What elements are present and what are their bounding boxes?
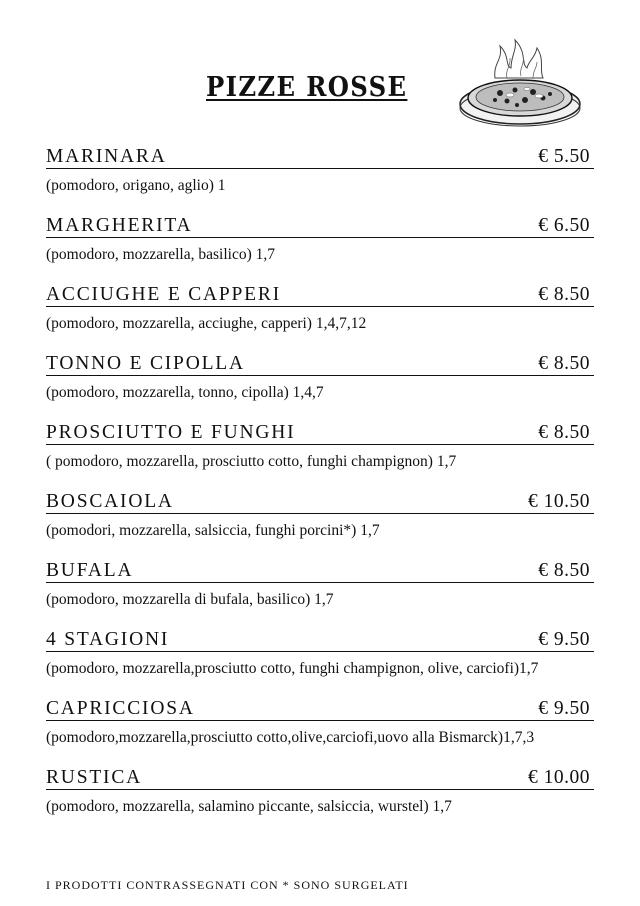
item-price: € 10.50 <box>528 491 590 512</box>
item-name: MARINARA <box>46 146 167 167</box>
item-price: € 9.50 <box>538 629 590 650</box>
menu-item <box>46 283 594 352</box>
menu-item <box>46 214 594 283</box>
item-description: (pomodori, mozzarella, salsiccia, funghi porcini*) 1,7 <box>46 522 380 539</box>
item-name: 4 STAGIONI <box>46 629 170 650</box>
page-title: PIZZE ROSSE <box>206 72 408 103</box>
item-name: MARGHERITA <box>46 215 193 236</box>
item-description: (pomodoro,mozzarella,prosciutto cotto,olive,carciofi,uovo alla Bismarck)1,7,3 <box>46 729 535 746</box>
menu-item <box>46 421 594 490</box>
menu-item <box>46 145 594 214</box>
item-description: (pomodoro, mozzarella, tonno, cipolla) 1,4,7 <box>46 384 324 401</box>
item-description: (pomodoro, mozzarella, acciughe, capperi) 1,4,7,12 <box>46 315 367 332</box>
item-name: PROSCIUTTO E FUNGHI <box>46 422 296 443</box>
item-name: RUSTICA <box>46 767 143 788</box>
item-description: (pomodoro, mozzarella di bufala, basilico) 1,7 <box>46 591 334 608</box>
item-price: € 8.50 <box>538 353 590 374</box>
item-price: € 5.50 <box>538 146 590 167</box>
item-name: BUFALA <box>46 560 134 581</box>
menu-item <box>46 766 594 835</box>
item-price: € 9.50 <box>538 698 590 719</box>
footnote: I PRODOTTI CONTRASSEGNATI CON * SONO SURGELATI <box>46 878 409 892</box>
menu-item <box>46 559 594 628</box>
menu-item <box>46 352 594 421</box>
item-price: € 10.00 <box>528 767 590 788</box>
item-name: BOSCAIOLA <box>46 491 174 512</box>
menu-item <box>46 490 594 559</box>
item-name: TONNO E CIPOLLA <box>46 353 245 374</box>
item-price: € 8.50 <box>538 560 590 581</box>
item-description: (pomodoro, mozzarella, salamino piccante, salsiccia, wurstel) 1,7 <box>46 798 452 815</box>
item-name: ACCIUGHE E CAPPERI <box>46 284 281 305</box>
item-description: (pomodoro, origano, aglio) 1 <box>46 177 226 194</box>
item-price: € 6.50 <box>538 215 590 236</box>
item-price: € 8.50 <box>538 284 590 305</box>
item-description: ( pomodoro, mozzarella, prosciutto cotto, funghi champignon) 1,7 <box>46 453 457 470</box>
pizza-illustration <box>455 38 585 128</box>
item-name: CAPRICCIOSA <box>46 698 195 719</box>
menu-item <box>46 628 594 697</box>
menu-list <box>46 145 594 835</box>
item-description: (pomodoro, mozzarella, basilico) 1,7 <box>46 246 275 263</box>
item-description: (pomodoro, mozzarella,prosciutto cotto, funghi champignon, olive, carciofi)1,7 <box>46 660 539 677</box>
item-price: € 8.50 <box>538 422 590 443</box>
menu-item <box>46 697 594 766</box>
